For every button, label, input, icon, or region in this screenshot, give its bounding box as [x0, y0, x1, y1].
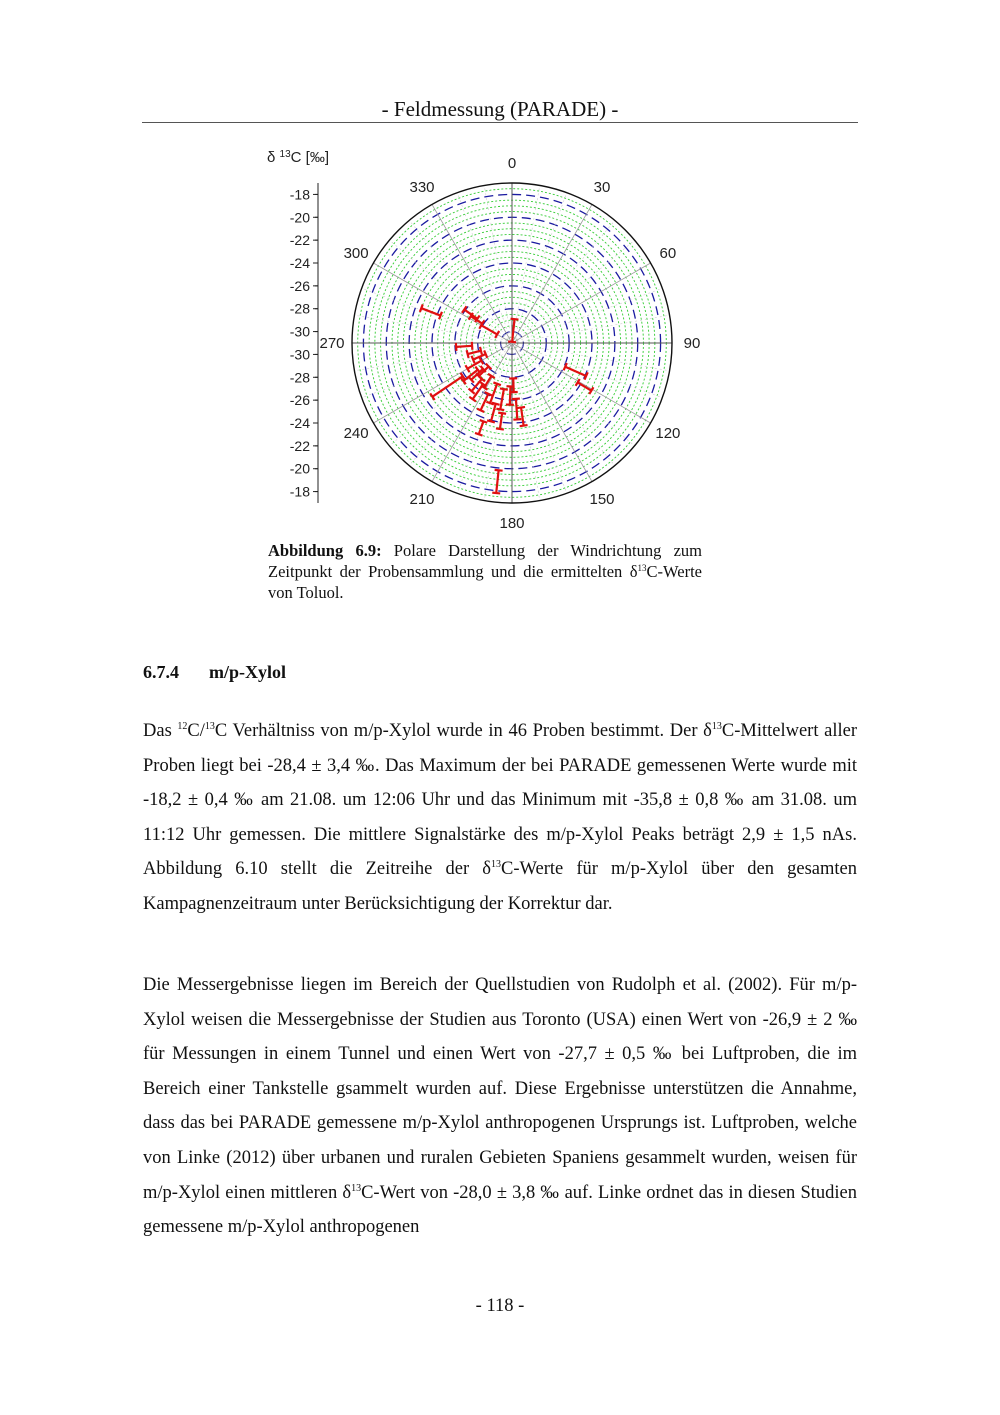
polar-grid	[352, 183, 672, 503]
svg-text:150: 150	[589, 490, 615, 508]
text: Die Messergebnisse liegen im Bereich der Quellstudien von Rudolph et al. (2002). Für m/p-Xylol weisen die Messergebnisse der Studien aus Toronto (USA) einen Wert von -26,9 ± 2 ‰ für Messungen in einem Tunnel und einen Wert von -27,7 ± 0,5 ‰ bei Luftproben, die im Bereich einer Tankstelle gsammelt wurden auf. Diese Ergebnisse unterstützen die Annahme, dass das bei PARADE gemessene m/p-Xylol anthropogenen Ursprungs ist. Luftproben, welche von Linke (2012) über urbanen und ruralen Gebieten Spaniens gesammelt wurden, weisen für m/p-Xylol einen mittleren δ	[143, 975, 857, 1203]
svg-text:-30: -30	[289, 346, 310, 363]
svg-text:0: 0	[507, 155, 517, 172]
superscript: 13	[351, 1182, 362, 1194]
text: C-Wert von -28,0 ± 3,8 ‰ auf. Linke ordnet das in diesen Studien gemessene m/p-Xylol anthropogenen	[143, 1182, 857, 1238]
svg-text:330: 330	[409, 179, 435, 197]
svg-text:-26: -26	[289, 277, 310, 294]
svg-text:60: 60	[659, 245, 677, 262]
svg-text:240: 240	[343, 425, 369, 442]
svg-text:180: 180	[499, 515, 525, 532]
text: Das	[143, 721, 178, 741]
polar-chart	[255, 140, 715, 535]
superscript: 13	[491, 859, 501, 871]
page-number: - 118 -	[475, 1296, 525, 1316]
superscript: 13	[204, 721, 215, 732]
caption-superscript: 13	[637, 563, 647, 573]
superscript: 13	[711, 721, 722, 732]
paragraph-1	[143, 714, 857, 922]
figure-caption	[268, 540, 702, 603]
paragraph-2	[143, 968, 857, 1245]
text: C Verhältniss von m/p-Xylol wurde in 46 Proben bestimmt. Der δ	[214, 721, 712, 741]
svg-text:-22: -22	[289, 437, 310, 454]
svg-text:-28: -28	[289, 300, 310, 317]
svg-text:210: 210	[409, 490, 435, 508]
text: C/	[187, 721, 205, 741]
caption-label: Abbildung 6.9:	[268, 541, 382, 560]
svg-text:-28: -28	[289, 369, 310, 386]
text: C-Mittelwert aller Proben liegt bei -28,4 ± 3,4 ‰. Das Maximum der bei PARADE gemessenen Werte wurde mit -18,2 ± 0,4 ‰ am 21.08. um 12:06 Uhr und das Minimum mit -35,8 ± 0,8 ‰ am 31.08. um 11:12 Uhr gemessen. Die mittlere Signalstärke des m/p-Xylol Peaks beträgt 2,9 ± 1,5 nAs. Abbildung 6.10 stellt die Zeitreihe der δ	[143, 721, 857, 880]
section-title: m/p-Xylol	[209, 662, 287, 682]
svg-text:-18: -18	[289, 186, 310, 203]
running-header: - Feldmessung (PARADE) -	[381, 97, 619, 121]
header-rule	[142, 122, 858, 123]
svg-text:270: 270	[319, 335, 345, 352]
section-heading	[143, 662, 286, 683]
radial-axis-label: δ $^{13}$C [‰]	[267, 149, 329, 166]
polar-figure	[255, 140, 715, 535]
caption-text-end: C-Werte von Toluol.	[268, 562, 702, 602]
svg-text:-20: -20	[289, 460, 310, 477]
radial-axis	[290, 183, 318, 503]
svg-text:-24: -24	[289, 415, 310, 431]
caption-text: Polare Darstellung der Windrichtung zum Zeitpunkt der Probensammlung und die ermittelten δ	[268, 541, 703, 581]
section-number: 6.7.4	[143, 662, 179, 682]
svg-text:90: 90	[683, 335, 701, 352]
text: C-Werte für m/p-Xylol über den gesamten Kampagnenzeitraum unter Berücksichtigung der Korrektur dar.	[143, 859, 857, 914]
svg-text:-24: -24	[289, 255, 310, 271]
svg-text:30: 30	[593, 179, 611, 197]
svg-text:-30: -30	[289, 323, 310, 340]
svg-text:-26: -26	[289, 392, 310, 409]
svg-text:-20: -20	[289, 209, 310, 226]
superscript: 12	[177, 721, 188, 732]
svg-text:-22: -22	[289, 232, 310, 249]
svg-text:-18: -18	[289, 483, 310, 500]
svg-text:300: 300	[343, 245, 369, 262]
svg-text:120: 120	[655, 425, 681, 442]
